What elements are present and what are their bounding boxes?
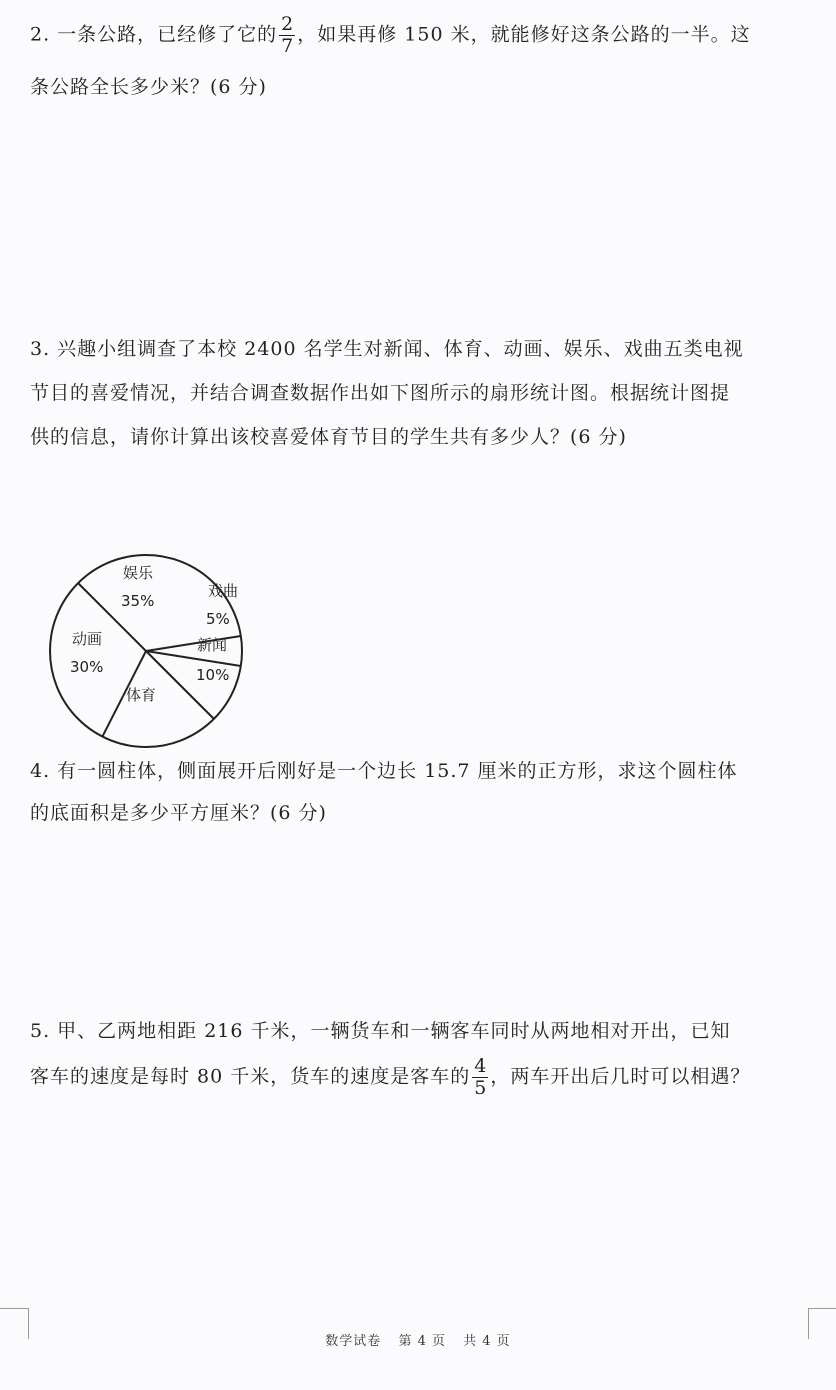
q4-line2: 的底面积是多少平方厘米？(6 分) — [30, 802, 327, 824]
boundary-xinwen-tiyu — [146, 651, 214, 719]
footer-subject: 数学试卷 — [325, 1334, 382, 1349]
slice-value-xinwen: 10% — [196, 666, 230, 684]
footer-total: 共 4 页 — [463, 1334, 511, 1349]
q5-line2 — [30, 1056, 750, 1099]
q3-line3: 供的信息，请你计算出该校喜爱体育节目的学生共有多少人？(6 分) — [30, 426, 627, 448]
q2-line2: 条公路全长多少米？(6 分) — [30, 76, 267, 98]
q4-line1: 4. 有一圆柱体，侧面展开后刚好是一个边长 15.7 厘米的正方形，求这个圆柱体 — [30, 760, 738, 782]
slice-label-xinwen: 新闻 — [197, 636, 228, 654]
q5-fraction — [472, 1056, 488, 1099]
q2-fraction-numerator: 2 — [281, 13, 294, 35]
pie-chart — [40, 540, 260, 750]
q5-text-b: ，两车开出后几时可以相遇？ — [490, 1065, 751, 1088]
page-footer — [0, 1330, 836, 1349]
slice-value-donghua: 30% — [70, 658, 104, 676]
q2-fraction-denominator: 7 — [281, 35, 294, 57]
slice-label-donghua: 动画 — [72, 630, 103, 648]
q5-fraction-denominator: 5 — [474, 1077, 487, 1099]
slice-label-xiqu: 戏曲 — [208, 582, 239, 600]
slice-value-xiqu: 5% — [206, 610, 230, 628]
q2-text-a: 2. 一条公路，已经修了它的 — [30, 23, 278, 46]
q2-text-b: ，如果再修 150 米，就能修好这条公路的一半。这 — [297, 23, 751, 46]
footer-page: 第 4 页 — [398, 1334, 446, 1349]
slice-value-yule: 35% — [121, 592, 155, 610]
q5-line1: 5. 甲、乙两地相距 216 千米，一辆货车和一辆客车同时从两地相对开出，已知 — [30, 1020, 731, 1042]
q5-text-a: 客车的速度是每时 80 千米，货车的速度是客车的 — [30, 1065, 471, 1088]
q2-line1 — [30, 14, 751, 57]
q3-line1: 3. 兴趣小组调查了本校 2400 名学生对新闻、体育、动画、娱乐、戏曲五类电视 — [30, 338, 744, 360]
slice-label-tiyu: 体育 — [126, 686, 157, 704]
q3-line2: 节目的喜爱情况，并结合调查数据作出如下图所示的扇形统计图。根据统计图提 — [30, 382, 731, 404]
q5-fraction-numerator: 4 — [474, 1055, 487, 1077]
q2-fraction — [279, 14, 295, 57]
slice-label-yule: 娱乐 — [123, 564, 154, 582]
